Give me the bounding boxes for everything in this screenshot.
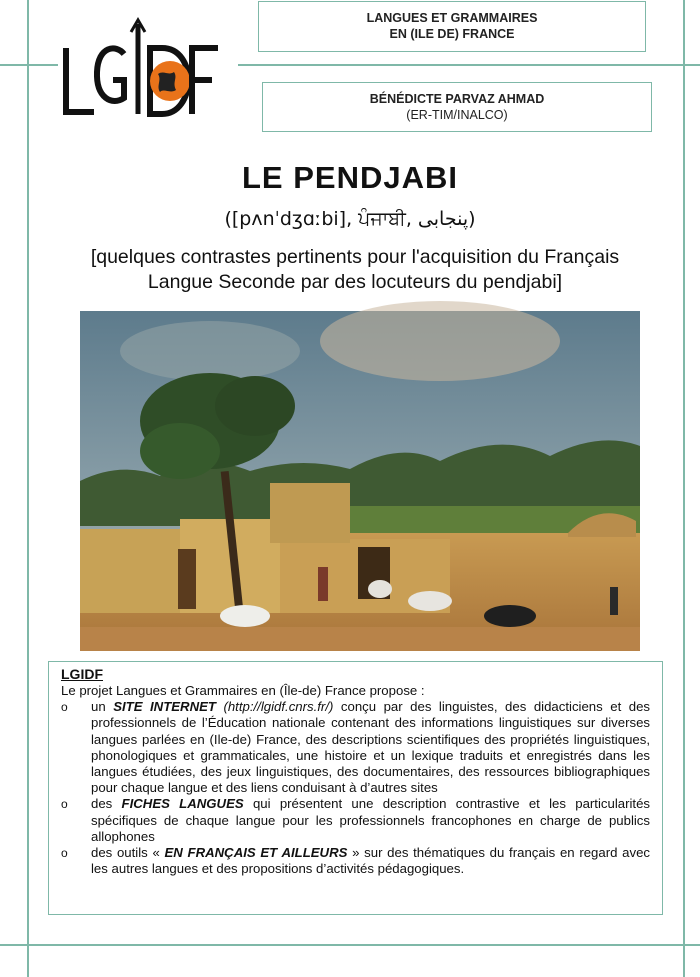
author-box [262,82,652,132]
item-keyword: SITE INTERNET [113,699,216,715]
item-text: conçu par des linguistes, des didacticiens et des professionnels de l’Éducation nationale contenant des informations linguistiques sur diverses langues parlées en (Ile-de) France, des descriptions scientifiques des propriétés linguistiques, phonologiques et grammaticales, une histoire et un lexique traduits et enregistrés dans les langues étudiées, des jeux linguistiques, des documentaires, des ressources bibliographiques pour chaque langue et des liens conduisant à d’autres sites [91,699,651,796]
item-keyword: FICHES LANGUES [121,796,244,812]
list-item [61,796,650,845]
village-photo [80,311,640,651]
item-text: qui présentent une description contrastive et les particularités spécifiques de chaque langue pour les professionnels francophones en charge de publics allophones [91,796,650,844]
project-title-line2: EN (ILE DE) FRANCE [389,27,515,41]
info-list [61,699,650,877]
site-url-link[interactable]: (http://lgidf.cnrs.fr/) [215,699,334,715]
frame-line-left [27,0,29,977]
item-text: » sur des thématiques du français en regard avec les autres langues et des propositions d’activités pédagogiques. [91,845,650,877]
author-affiliation: (ER-TIM/INALCO) [406,108,508,122]
subtitle-line1: [quelques contrastes pertinents pour l'acquisition du Français [90,246,620,268]
frame-line-right [683,0,685,977]
lgidf-info-box [48,661,663,915]
logo-text: LGIDF [170,128,173,129]
project-title-line1: LANGUES ET GRAMMAIRES [366,11,538,25]
info-intro: Le projet Langues et Grammaires en (Île-de) France propose : [61,683,425,698]
subtitle-line2: Langue Seconde par des locuteurs du pendjabi] [147,271,563,293]
item-lead: un [91,699,114,715]
list-item [61,699,650,796]
bullet-marker: o [61,846,68,861]
author-name: BÉNÉDICTE PARVAZ AHMAD [369,92,545,106]
info-heading: LGIDF [61,666,103,682]
document-subtitle [30,245,680,295]
frame-line-bottom [0,944,700,946]
project-title-box [258,1,646,52]
language-transcription: ([pʌnˈdʒɑːbi], ਪੰਜਾਬੀ, پنجابی) [224,208,476,230]
page-title: LE PENDJABI [242,160,458,195]
bullet-marker: o [61,797,68,812]
item-lead: des outils « [91,845,165,861]
item-lead: des [91,796,122,812]
item-keyword: EN FRANÇAIS ET AILLEURS [164,845,348,861]
lgidf-logo [58,10,238,128]
list-item [61,845,650,877]
bullet-marker: o [61,700,68,715]
